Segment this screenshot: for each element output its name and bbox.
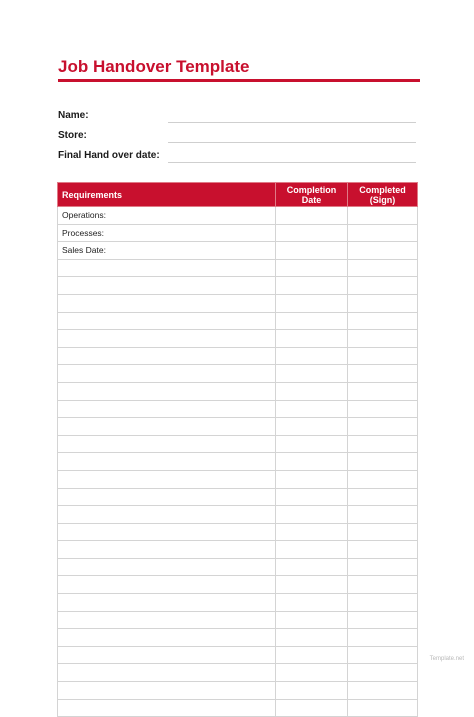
- table-row: [58, 400, 418, 418]
- table-row: [58, 506, 418, 524]
- requirement-cell[interactable]: [58, 294, 276, 312]
- table-row: [58, 470, 418, 488]
- table-row: [58, 488, 418, 506]
- completed-sign-cell[interactable]: [348, 435, 418, 453]
- completed-sign-cell[interactable]: [348, 629, 418, 647]
- requirement-cell[interactable]: [58, 664, 276, 682]
- requirement-cell[interactable]: [58, 400, 276, 418]
- completed-sign-cell[interactable]: [348, 611, 418, 629]
- completion-date-cell[interactable]: [276, 207, 348, 225]
- table-row: [58, 541, 418, 559]
- requirements-header: Requirements: [58, 183, 276, 207]
- table-row: [58, 242, 418, 260]
- completed-sign-cell[interactable]: [348, 664, 418, 682]
- completed-sign-cell[interactable]: [348, 682, 418, 700]
- requirement-cell[interactable]: [58, 506, 276, 524]
- completion-date-cell[interactable]: [276, 312, 348, 330]
- completed-sign-cell[interactable]: [348, 224, 418, 242]
- table-row: [58, 224, 418, 242]
- table-row: [58, 594, 418, 612]
- requirement-cell[interactable]: [58, 435, 276, 453]
- completion-date-cell[interactable]: [276, 347, 348, 365]
- table-row: [58, 611, 418, 629]
- completed-sign-cell[interactable]: [348, 453, 418, 471]
- completed-sign-cell[interactable]: [348, 365, 418, 383]
- table-row: [58, 259, 418, 277]
- completion-date-cell[interactable]: [276, 558, 348, 576]
- completed-sign-cell[interactable]: [348, 523, 418, 541]
- header-fields: [58, 108, 416, 168]
- requirements-table: [57, 182, 418, 717]
- table-row: [58, 629, 418, 647]
- completed-sign-cell[interactable]: [348, 541, 418, 559]
- store-field-row: [58, 128, 416, 148]
- completion-date-cell[interactable]: [276, 576, 348, 594]
- table-row: [58, 418, 418, 436]
- requirement-cell[interactable]: [58, 523, 276, 541]
- completed-sign-cell[interactable]: [348, 488, 418, 506]
- table-row: [58, 435, 418, 453]
- requirement-cell[interactable]: Processes:: [58, 224, 276, 242]
- completed-sign-cell[interactable]: [348, 330, 418, 348]
- completion-date-cell[interactable]: [276, 646, 348, 664]
- table-row: [58, 576, 418, 594]
- requirement-cell[interactable]: [58, 699, 276, 717]
- completed-sign-cell[interactable]: [348, 347, 418, 365]
- completed-sign-cell[interactable]: [348, 207, 418, 225]
- table-body: [58, 207, 418, 717]
- table-row: [58, 312, 418, 330]
- completion-date-cell[interactable]: [276, 418, 348, 436]
- completed-sign-cell[interactable]: [348, 470, 418, 488]
- table-row: [58, 207, 418, 225]
- completion-date-cell[interactable]: [276, 470, 348, 488]
- requirement-cell[interactable]: [58, 682, 276, 700]
- completed-sign-cell[interactable]: [348, 400, 418, 418]
- completed-sign-cell[interactable]: [348, 312, 418, 330]
- requirement-cell[interactable]: [58, 558, 276, 576]
- table-row: [58, 294, 418, 312]
- table-row: [58, 453, 418, 471]
- completed-sign-cell[interactable]: [348, 418, 418, 436]
- completed-sign-cell[interactable]: [348, 382, 418, 400]
- table-row: [58, 277, 418, 295]
- table-row: [58, 523, 418, 541]
- requirement-cell[interactable]: [58, 629, 276, 647]
- completed-sign-cell[interactable]: [348, 576, 418, 594]
- requirement-cell[interactable]: [58, 365, 276, 383]
- completed-sign-cell[interactable]: [348, 646, 418, 664]
- requirement-cell[interactable]: [58, 312, 276, 330]
- completion-date-cell[interactable]: [276, 365, 348, 383]
- store-label: Store:: [58, 130, 87, 141]
- completed-sign-cell[interactable]: [348, 259, 418, 277]
- completed-sign-header-line1: Completed: [359, 184, 406, 195]
- completed-sign-cell[interactable]: [348, 558, 418, 576]
- completion-date-cell[interactable]: [276, 523, 348, 541]
- requirement-cell[interactable]: [58, 418, 276, 436]
- requirement-cell[interactable]: Operations:: [58, 207, 276, 225]
- requirement-cell[interactable]: [58, 330, 276, 348]
- watermark: Template.net: [429, 656, 464, 662]
- requirement-cell[interactable]: [58, 541, 276, 559]
- completed-sign-cell[interactable]: [348, 699, 418, 717]
- table-row: [58, 699, 418, 717]
- requirement-cell[interactable]: [58, 347, 276, 365]
- table-row: [58, 558, 418, 576]
- completion-date-header-line2: Date: [301, 194, 322, 205]
- table-row: [58, 682, 418, 700]
- completion-date-cell[interactable]: [276, 682, 348, 700]
- completion-date-cell[interactable]: [276, 611, 348, 629]
- completion-date-cell[interactable]: [276, 382, 348, 400]
- completion-date-cell[interactable]: [276, 594, 348, 612]
- completion-date-cell[interactable]: [276, 453, 348, 471]
- handover-date-fill-line[interactable]: [168, 162, 416, 163]
- completion-date-cell[interactable]: [276, 224, 348, 242]
- completion-date-cell[interactable]: [276, 541, 348, 559]
- requirement-cell[interactable]: [58, 488, 276, 506]
- completion-date-cell[interactable]: [276, 488, 348, 506]
- requirement-cell[interactable]: [58, 594, 276, 612]
- table-row: [58, 330, 418, 348]
- completed-sign-cell[interactable]: [348, 594, 418, 612]
- completion-date-cell[interactable]: [276, 400, 348, 418]
- requirement-cell[interactable]: Sales Date:: [58, 242, 276, 260]
- completed-sign-cell[interactable]: [348, 277, 418, 295]
- completion-date-cell[interactable]: [276, 629, 348, 647]
- requirement-cell[interactable]: [58, 646, 276, 664]
- handover-date-label: Final Hand over date:: [58, 150, 160, 161]
- name-label: Name:: [58, 110, 89, 121]
- table-row: [58, 347, 418, 365]
- table-row: [58, 382, 418, 400]
- completion-date-cell[interactable]: [276, 242, 348, 260]
- title-underline: [58, 79, 420, 82]
- requirement-cell[interactable]: [58, 277, 276, 295]
- document-title: Job Handover Template: [58, 57, 250, 76]
- completion-date-header: [276, 183, 348, 207]
- completion-date-cell[interactable]: [276, 435, 348, 453]
- table-row: [58, 365, 418, 383]
- completion-date-cell[interactable]: [276, 277, 348, 295]
- completion-date-cell[interactable]: [276, 664, 348, 682]
- table-row: [58, 646, 418, 664]
- requirement-cell[interactable]: [58, 611, 276, 629]
- store-fill-line[interactable]: [168, 142, 416, 143]
- completed-sign-header-line2: (Sign): [369, 194, 396, 205]
- handover-date-field-row: [58, 148, 416, 168]
- completion-date-cell[interactable]: [276, 506, 348, 524]
- completion-date-cell[interactable]: [276, 330, 348, 348]
- completed-sign-header: [348, 183, 418, 207]
- completed-sign-cell[interactable]: [348, 242, 418, 260]
- name-fill-line[interactable]: [168, 122, 416, 123]
- completion-date-header-line1: Completion: [286, 184, 337, 195]
- completion-date-cell[interactable]: [276, 259, 348, 277]
- requirement-cell[interactable]: [58, 470, 276, 488]
- table-row: [58, 664, 418, 682]
- table-header-row: [58, 183, 418, 207]
- name-field-row: [58, 108, 416, 128]
- completed-sign-cell[interactable]: [348, 506, 418, 524]
- requirement-cell[interactable]: [58, 382, 276, 400]
- completion-date-cell[interactable]: [276, 294, 348, 312]
- requirement-cell[interactable]: [58, 259, 276, 277]
- requirement-cell[interactable]: [58, 576, 276, 594]
- completion-date-cell[interactable]: [276, 699, 348, 717]
- requirement-cell[interactable]: [58, 453, 276, 471]
- completed-sign-cell[interactable]: [348, 294, 418, 312]
